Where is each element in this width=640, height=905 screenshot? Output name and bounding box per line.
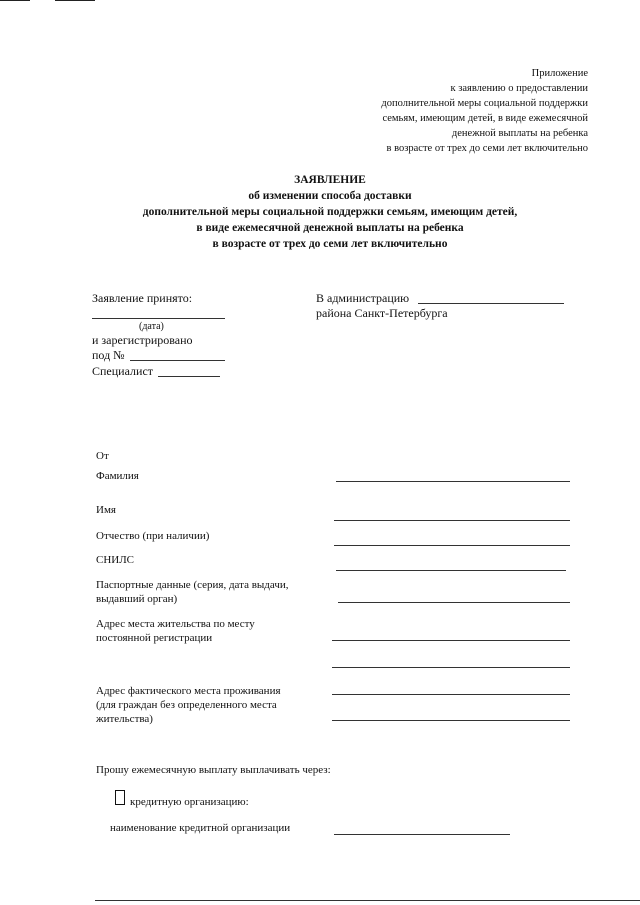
accepted-label: Заявление принято: bbox=[92, 291, 193, 305]
patronymic-label: Отчество (при наличии) bbox=[96, 530, 210, 542]
appendix-line: Приложение bbox=[531, 68, 588, 79]
specialist-label: Специалист bbox=[92, 364, 154, 378]
credit-organization-label: кредитную организацию: bbox=[130, 796, 249, 808]
administration-field[interactable] bbox=[418, 303, 564, 304]
number-label: под № bbox=[92, 348, 125, 362]
payment-request-label: Прошу ежемесячную выплату выплачивать через: bbox=[96, 764, 331, 776]
snils-field[interactable] bbox=[336, 570, 566, 571]
name-label: Имя bbox=[96, 504, 116, 516]
district-label: района Санкт-Петербурга bbox=[316, 306, 448, 320]
appendix-line: семьям, имеющим детей, в виде ежемесячной bbox=[382, 113, 588, 124]
name-field[interactable] bbox=[334, 520, 570, 521]
registration-address-label-line1: Адрес места жительства по месту bbox=[96, 618, 255, 630]
appendix-block bbox=[288, 66, 588, 156]
title-line: в возрасте от трех до семи лет включительно bbox=[212, 238, 448, 250]
credit-organization-checkbox[interactable] bbox=[115, 790, 125, 805]
appendix-line: в возрасте от трех до семи лет включительно bbox=[386, 143, 588, 154]
actual-address-label-line2: (для граждан без определенного места bbox=[96, 699, 277, 711]
addressee-label: В администрацию bbox=[316, 291, 410, 305]
title-line: об изменении способа доставки bbox=[248, 190, 412, 202]
actual-address-label-line1: Адрес фактического места проживания bbox=[96, 685, 281, 697]
bottom-divider bbox=[95, 900, 640, 901]
scan-mark bbox=[0, 0, 30, 1]
title-line: дополнительной меры социальной поддержки семьям, имеющим детей, bbox=[142, 206, 518, 218]
date-caption: (дата) bbox=[139, 321, 164, 332]
passport-label-line1: Паспортные данные (серия, дата выдачи, bbox=[96, 579, 289, 591]
registered-label: и зарегистрировано bbox=[92, 333, 193, 347]
from-label: От bbox=[96, 450, 109, 462]
title-line: в виде ежемесячной денежной выплаты на ребенка bbox=[196, 222, 464, 234]
passport-field[interactable] bbox=[338, 602, 570, 603]
actual-address-label-line3: жительства) bbox=[96, 713, 153, 725]
actual-address-field-1[interactable] bbox=[332, 694, 570, 695]
credit-organization-name-label: наименование кредитной организации bbox=[110, 822, 291, 834]
registration-address-field-1[interactable] bbox=[332, 640, 570, 641]
document-title bbox=[60, 172, 600, 252]
date-field[interactable] bbox=[92, 318, 225, 319]
registration-address-field-2[interactable] bbox=[332, 667, 570, 668]
registration-address-label-line2: постоянной регистрации bbox=[96, 632, 213, 644]
appendix-line: к заявлению о предоставлении bbox=[450, 83, 588, 94]
patronymic-field[interactable] bbox=[334, 545, 570, 546]
actual-address-field-2[interactable] bbox=[332, 720, 570, 721]
appendix-line: денежной выплаты на ребенка bbox=[451, 128, 588, 139]
surname-field[interactable] bbox=[336, 481, 570, 482]
title-line: ЗАЯВЛЕНИЕ bbox=[294, 174, 366, 186]
scan-mark bbox=[55, 0, 95, 1]
number-field[interactable] bbox=[130, 360, 225, 361]
passport-label-line2: выдавший орган) bbox=[96, 593, 178, 605]
snils-label: СНИЛС bbox=[96, 554, 135, 566]
specialist-field[interactable] bbox=[158, 376, 220, 377]
credit-organization-name-field[interactable] bbox=[334, 834, 510, 835]
appendix-line: дополнительной меры социальной поддержки bbox=[381, 98, 588, 109]
surname-label: Фамилия bbox=[96, 470, 139, 482]
